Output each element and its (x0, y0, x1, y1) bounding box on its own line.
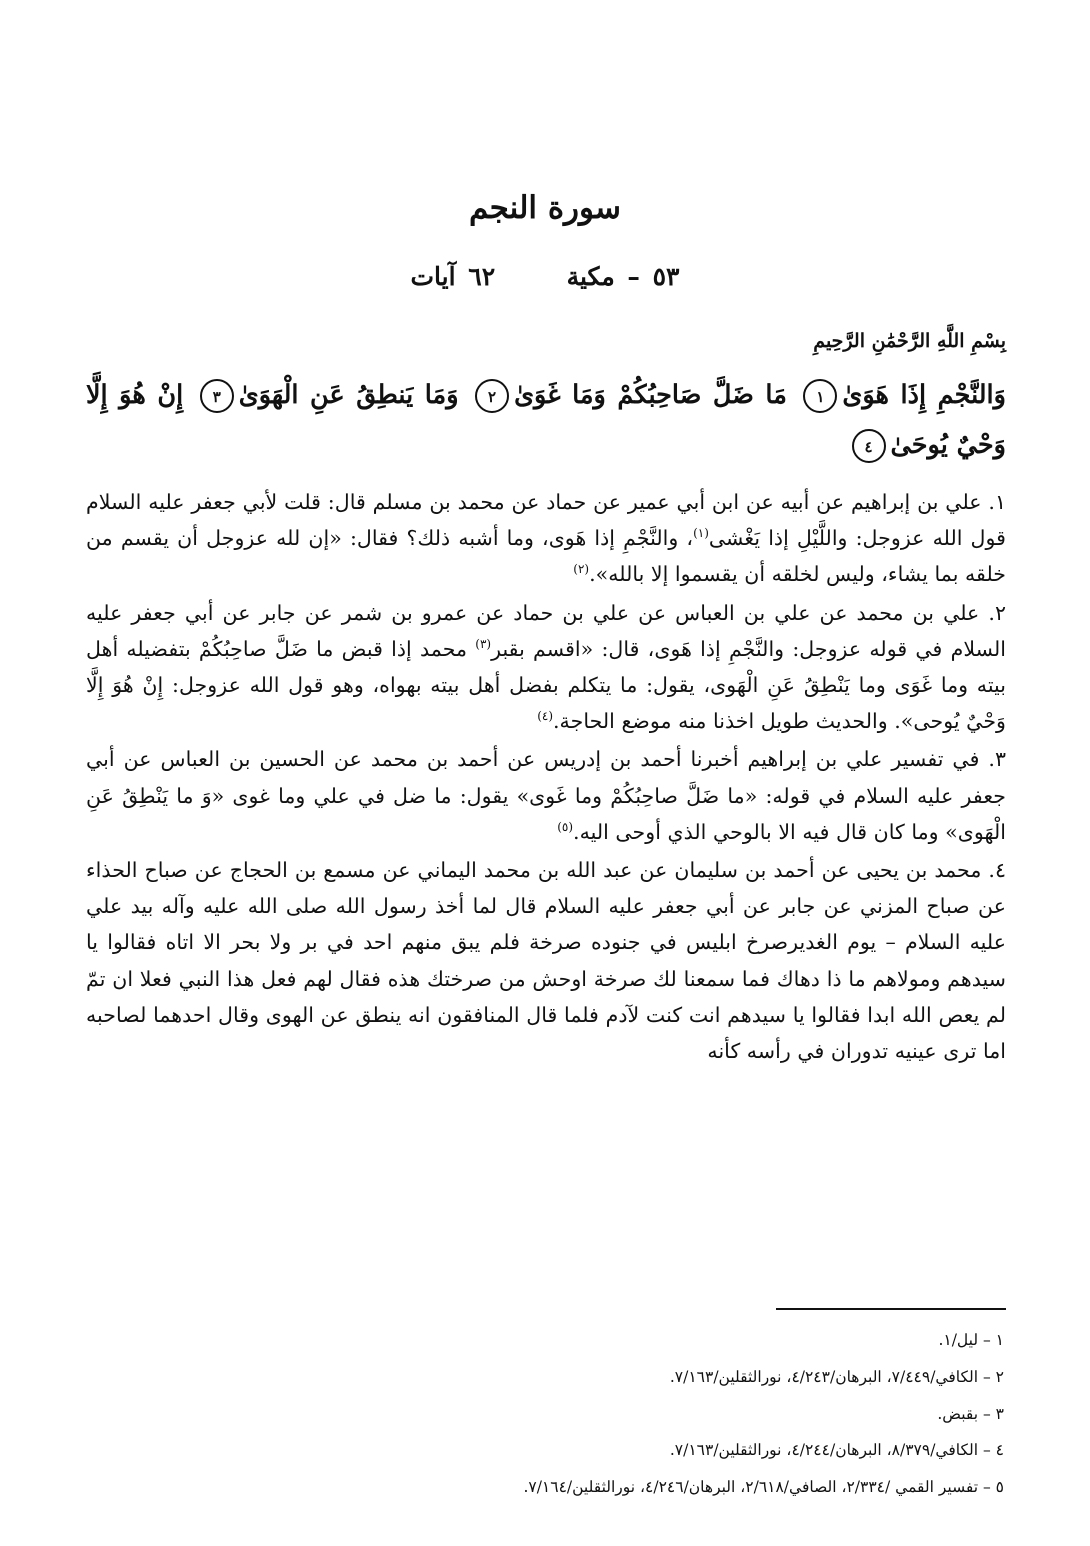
narration-2 (86, 595, 1006, 740)
footnote: ٤ – الكافي/٨/٣٧٩، البرهان/٤/٢٤٤، نورالثقلين/٧/١٦٣. (669, 1441, 1004, 1460)
footnote: ٣ – بقبض. (937, 1404, 1004, 1423)
verse-count: ٦٢ آيات (410, 262, 496, 291)
narration-text: ٤. محمد بن يحيى عن أحمد بن سليمان عن عبد الله بن محمد اليماني عن مسمع بن الحجاج عن صباح الحذاء عن صباح المزني عن جابر عن أبي جعفر عليه السلام قال لما أخذ رسول الله صلى الله عليه وآله بيد علي عليه السلام – يوم الغديرصرخ ابليس في جنوده صرخة فلم يبق منهم احد في بر ولا بحر الا اتاه فقالوا يا سيدهم ومولاهم ما ذا دهاك فما سمعنا لك صرخة اوحش من صرختك هذه فقال لهم فعل هذا النبي فعلا ان تمّ لم يعص الله ابدا فقالوا يا سيدهم انت كنت لآدم فلما قال المنافقون انه ينطق عن الهوى وقال احدهما لصاحبه اما ترى عينيه تدوران في رأسه كأنه (86, 858, 1006, 1064)
surah-info (0, 262, 1090, 291)
narration-4 (86, 852, 1006, 1069)
narration-text: ، والنَّجْمِ إذا هَوى، وما أشبه ذلك؟ فقال: «إن لله عزوجل أن يقسم من خلقه بما يشاء، وليس لخلقه أن يقسموا إلا بالله». (86, 526, 1006, 587)
footnotes (86, 1322, 1004, 1506)
surah-title: سورة النجم (468, 190, 622, 226)
verse-number-marker: ٣ (200, 379, 234, 413)
footnote-ref: (٣) (475, 636, 492, 651)
narration-text: ٣. في تفسير علي بن إبراهيم أخبرنا أحمد بن إدريس عن أحمد بن محمد عن الحسين بن العباس عن أبي جعفر عليه السلام في قوله: «ما ضَلَّ صاحِبُكُمْ وما غَوى» يقول: ما ضل في علي وما غوى «وَ ما يَنْطِقُ عَنِ الْهَوى» وما كان قال فيه الا بالوحي الذي أوحى اليه. (86, 747, 1006, 844)
verse-number-marker: ١ (803, 379, 837, 413)
basmala: بِسْمِ اللَّهِ الرَّحْمَٰنِ الرَّحِيمِ (813, 330, 1006, 352)
quran-verses (86, 370, 1006, 470)
narration-text: ٢. علي بن محمد عن علي بن العباس عن علي بن حماد عن عمرو بن شمر عن جابر عن أبي جعفر عليه السلام في قوله عزوجل: والنَّجْمِ إذا هَوى، قال: «اقسم بقبر (86, 600, 1007, 661)
footnote-ref: (١) (693, 526, 709, 541)
narration-text: ١. علي بن إبراهيم عن أبيه عن ابن أبي عمير عن حماد عن محمد بن مسلم قال: قلت لأبي جعفر عليه السلام قول الله عزوجل: واللَّيْلِ إذا يَغْشى (86, 490, 1006, 551)
verse-number-marker: ٤ (852, 429, 886, 463)
narration-text: محمد إذا قبض ما ضَلَّ صاحِبُكُمْ بتفضيله أهل بيته وما غَوَى وما يَنْطِقُ عَنِ الْهَوى، يقول: ما يتكلم بفضل أهل بيته بهواه، وهو قول الله عزوجل: إِنْ هُوَ إِلَّا وَحْيٌ يُوحى». والحديث طويل اخذنا منه موضع الحاجة. (86, 636, 1006, 734)
surah-number: ٥٣ – مكية (566, 262, 680, 291)
footnote-ref: (٤) (537, 709, 554, 724)
footnote-ref: (٢) (573, 562, 590, 577)
verse-text: وَمَا يَنطِقُ عَنِ الْهَوَىٰ (238, 380, 459, 410)
footnote: ٥ – تفسير القمي /٢/٣٣٤، الصافي/٢/٦١٨، البرهان/٤/٢٤٦، نورالثقلين/٧/١٦٤. (523, 1478, 1004, 1497)
verse-text: إِنْ هُوَ إِلَّا وَحْيٌ يُوحَىٰ (86, 380, 1006, 460)
narration-3 (86, 741, 1006, 850)
verse-number-marker: ٢ (475, 379, 509, 413)
footnote-ref: (٥) (557, 819, 574, 834)
verse-text: مَا ضَلَّ صَاحِبُكُمْ وَمَا غَوَىٰ (514, 380, 787, 410)
footnote: ١ – ليل/١. (938, 1331, 1004, 1349)
narrations (86, 484, 1006, 1071)
verse-text: وَالنَّجْمِ إِذَا هَوَىٰ (842, 380, 1006, 410)
narration-1 (86, 484, 1006, 593)
footnote: ٢ – الكافي/٧/٤٤٩، البرهان/٤/٢٤٣، نورالثقلين/٧/١٦٣. (669, 1367, 1004, 1386)
footnote-divider (776, 1308, 1006, 1310)
